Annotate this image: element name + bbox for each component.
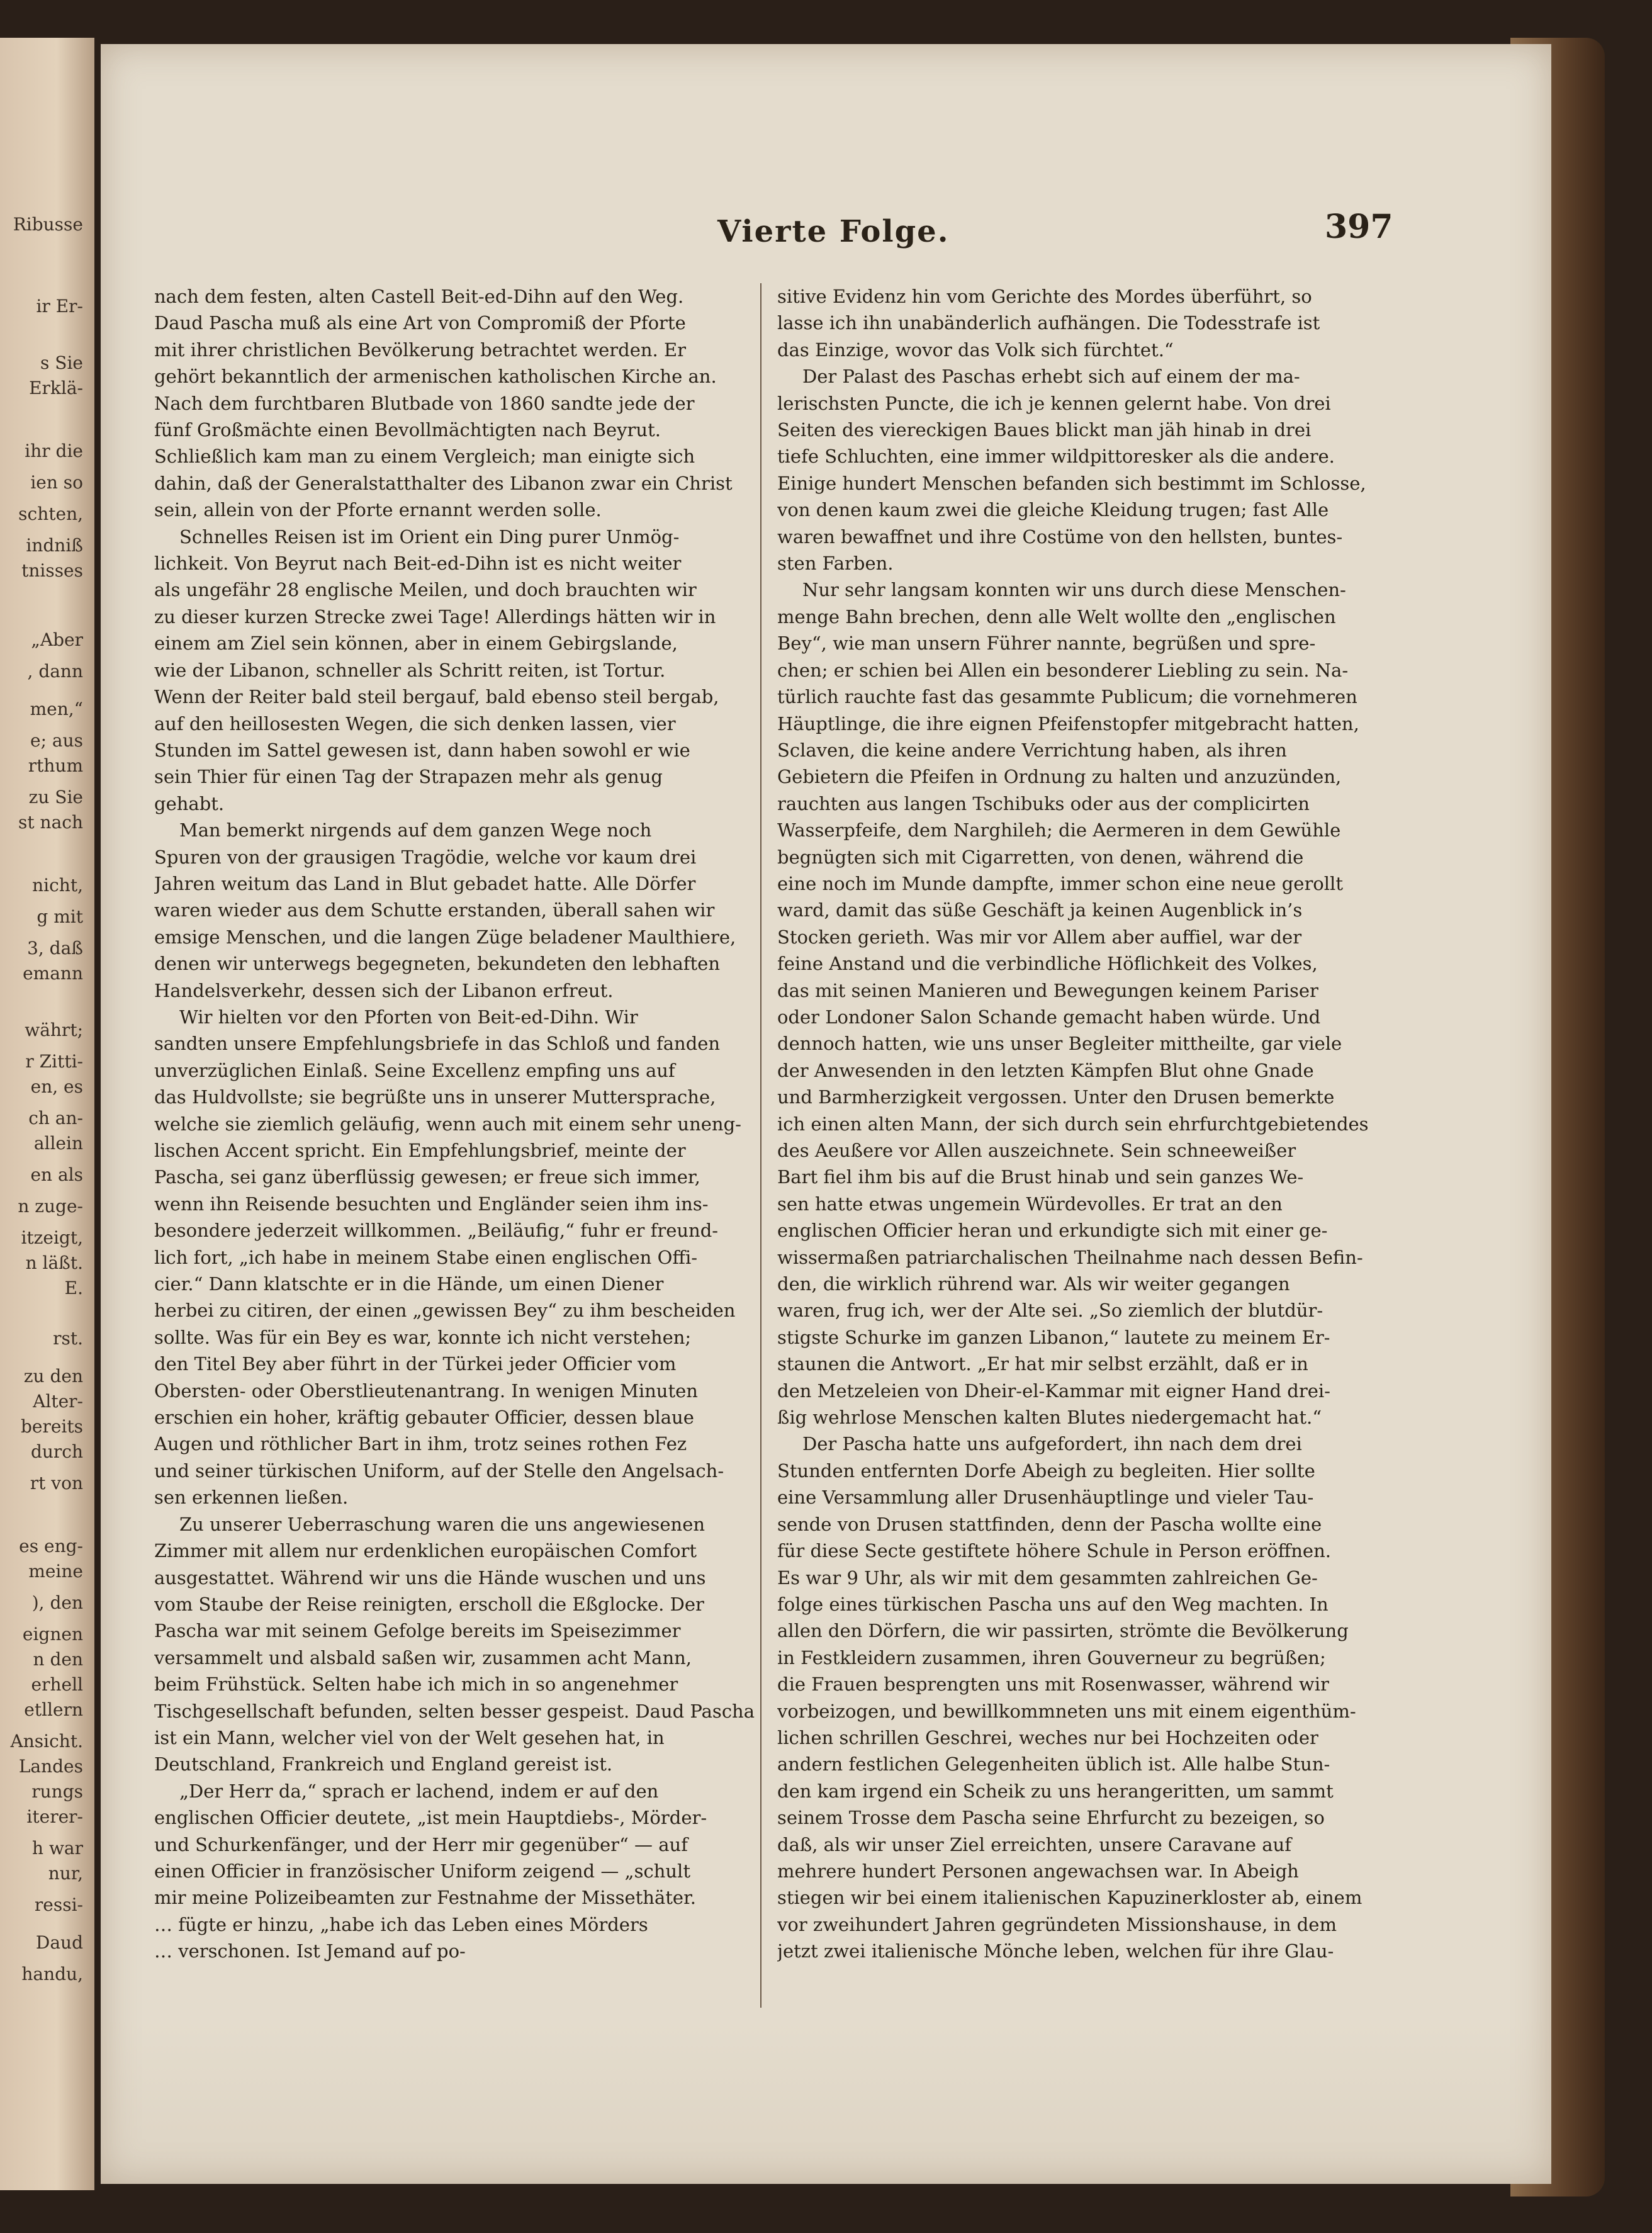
text-line: des Aeußere vor Allen auszeichnete. Sein schneeweißer [777, 1140, 1296, 1161]
text-line: mit ihrer christlichen Bevölkerung betrachtet werden. Er [154, 339, 687, 361]
text-line: das Einzige, wovor das Volk sich fürchtet.“ [777, 339, 1174, 361]
text-line: feine Anstand und die verbindliche Höflichkeit des Volkes, [777, 953, 1318, 975]
text-line: Der Pascha hatte uns aufgefordert, ihn nach dem drei [802, 1433, 1302, 1455]
text-line: Wasserpfeife, dem Narghileh; die Aermeren in dem Gewühle [777, 819, 1341, 841]
facing-page-text: Alter- [33, 1391, 83, 1412]
facing-page-text: tnisses [21, 560, 83, 581]
text-line: folge eines türkischen Pascha uns auf den Weg machten. In [777, 1593, 1329, 1615]
facing-page-text: Erklä- [29, 378, 83, 398]
text-line: Einige hundert Menschen befanden sich bestimmt im Schlosse, [777, 472, 1366, 494]
text-line: den Titel Bey aber führt in der Türkei jeder Officier vom [154, 1353, 677, 1375]
text-line: und seiner türkischen Uniform, auf der Stelle den Angelsach- [154, 1460, 724, 1482]
text-line: Stunden entfernten Dorfe Abeigh zu begleiten. Hier sollte [777, 1460, 1315, 1482]
facing-page-text: nicht, [32, 875, 83, 896]
facing-page-text: rst. [53, 1328, 83, 1349]
facing-page-text: r Zitti- [25, 1051, 83, 1072]
facing-page-text: g mit [37, 906, 83, 927]
text-line: das Huldvollste; sie begrüßte uns in unserer Muttersprache, [154, 1086, 716, 1108]
text-line: vor zweihundert Jahren gegründeten Missionshause, in dem [777, 1913, 1337, 1935]
text-line: türlich rauchte fast das gesammte Publicum; die vornehmeren [777, 686, 1357, 708]
text-line: Handelsverkehr, dessen sich der Libanon erfreut. [154, 979, 614, 1001]
text-line: den kam irgend ein Scheik zu uns herangeritten, um sammt [777, 1780, 1334, 1802]
text-line: und Schurkenfänger, und der Herr mir gegenüber“ — auf [154, 1833, 688, 1855]
facing-page-text: E. [64, 1278, 83, 1298]
running-head: Vierte Folge. [717, 214, 950, 249]
text-line: beim Frühstück. Selten habe ich mich in so angenehmer [154, 1673, 678, 1696]
column-rule [760, 283, 761, 2008]
facing-page-text: „Aber [31, 629, 83, 650]
text-line: Man bemerkt nirgends auf dem ganzen Wege noch [179, 819, 652, 841]
facing-page-text: Landes [18, 1756, 83, 1777]
facing-page-text: ), den [31, 1592, 83, 1613]
text-line: auf den heillosesten Wegen, die sich denken lassen, vier [154, 712, 676, 734]
text-line: jetzt zwei italienische Mönche leben, welchen für ihre Glau- [777, 1940, 1334, 1962]
text-line: versammelt und alsbald saßen wir, zusammen acht Mann, [154, 1646, 692, 1668]
facing-page-text: ch an- [28, 1108, 83, 1128]
text-line: Seiten des viereckigen Baues blickt man jäh hinab in drei [777, 419, 1312, 441]
text-line: Nur sehr langsam konnten wir uns durch diese Menschen- [802, 579, 1346, 601]
text-line: sen erkennen ließen. [154, 1487, 349, 1509]
text-line: tiefe Schluchten, eine immer wildpittoresker als die andere. [777, 446, 1335, 468]
text-line: cier.“ Dann klatschte er in die Hände, um einen Diener [154, 1273, 664, 1295]
text-line: herbei zu citiren, der einen „gewissen Bey“ zu ihm bescheiden [154, 1300, 736, 1322]
facing-page-text: zu den [23, 1366, 83, 1386]
text-line: Zu unserer Ueberraschung waren die uns angewiesenen [179, 1513, 705, 1535]
text-line: und Barmherzigkeit vergossen. Unter den Drusen bemerkte [777, 1086, 1335, 1108]
text-line: fünf Großmächte einen Bevollmächtigten nach Beyrut. [154, 419, 661, 441]
text-line: Deutschland, Frankreich und England gereist ist. [154, 1753, 613, 1775]
text-line: Augen und röthlicher Bart in ihm, trotz seines rothen Fez [154, 1433, 687, 1455]
text-line: Wir hielten vor den Pforten von Beit-ed-Dihn. Wir [179, 1006, 638, 1028]
facing-page-text: schten, [18, 503, 83, 524]
text-line: Pascha, sei ganz überflüssig gewesen; er freue sich immer, [154, 1166, 700, 1188]
facing-page-text: st nach [18, 812, 83, 833]
facing-page-text: allein [33, 1133, 83, 1154]
facing-page-text: en, es [30, 1076, 83, 1097]
text-line: seinem Trosse dem Pascha seine Ehrfurcht zu bezeigen, so [777, 1807, 1325, 1829]
text-line: sende von Drusen stattfinden, denn der Pascha wollte eine [777, 1513, 1322, 1535]
facing-page-text: Daud [35, 1932, 83, 1953]
facing-page-text: etllern [24, 1699, 83, 1720]
text-line: sein, allein von der Pforte ernannt werden solle. [154, 499, 602, 521]
facing-page-text: nur, [48, 1863, 83, 1884]
text-line: gehabt. [154, 792, 225, 814]
text-line: wissermaßen patriarchalischen Theilnahme nach dessen Befin- [777, 1246, 1363, 1268]
text-line: sten Farben. [777, 553, 894, 575]
page-bottom-margin [101, 2020, 1551, 2184]
text-line: Zimmer mit allem nur erdenklichen europäischen Comfort [154, 1540, 697, 1562]
text-line: dennoch hatten, wie uns unser Begleiter mittheilte, gar viele [777, 1033, 1342, 1055]
facing-page-text: ien so [30, 472, 83, 493]
facing-page-fragment [0, 38, 94, 2190]
text-line: chen; er schien bei Allen ein besonderer Liebling zu sein. Na- [777, 659, 1349, 681]
facing-page-text: Ansicht. [10, 1731, 83, 1752]
text-line: in Festkleidern zusammen, ihren Gouverneur zu begrüßen; [777, 1646, 1326, 1668]
text-line: Schließlich kam man zu einem Vergleich; man einigte sich [154, 446, 695, 468]
text-line: unverzüglichen Einlaß. Seine Excellenz empfing uns auf [154, 1059, 675, 1081]
text-line: Obersten- oder Oberstlieutenantrang. In wenigen Minuten [154, 1380, 698, 1402]
facing-page-text: Ribusse [13, 214, 83, 235]
text-line: oder Londoner Salon Schande gemacht haben würde. Und [777, 1006, 1321, 1028]
facing-page-text: itzeigt, [21, 1227, 83, 1248]
text-line: mir meine Polizeibeamten zur Festnahme der Missethäter. [154, 1887, 696, 1909]
facing-page-text: rthum [28, 755, 83, 776]
text-line: für diese Secte gestiftete höhere Schule in Person eröffnen. [777, 1540, 1331, 1562]
text-line: englischen Officier heran und erkundigte sich mit einer ge- [777, 1220, 1328, 1242]
facing-page-text: iterer- [26, 1806, 83, 1827]
text-line: waren, frug ich, wer der Alte sei. „So ziemlich der blutdür- [777, 1300, 1323, 1322]
facing-page-text: n zuge- [18, 1196, 83, 1217]
text-line: … verschonen. Ist Jemand auf po- [154, 1940, 466, 1962]
text-line: Bey“, wie man unsern Führer nannte, begrüßen und spre- [777, 633, 1316, 655]
facing-page-text: durch [30, 1441, 83, 1462]
facing-page-text: ir Er- [36, 296, 83, 317]
text-line: lichkeit. Von Beyrut nach Beit-ed-Dihn ist es nicht weiter [154, 553, 682, 575]
text-line: rauchten aus langen Tschibuks oder aus der complicirten [777, 792, 1310, 814]
text-line: ßig wehrlose Menschen kalten Blutes niedergemacht hat.“ [777, 1407, 1322, 1429]
facing-page-text: ihr die [25, 441, 83, 461]
text-line: Schnelles Reisen ist im Orient ein Ding purer Unmög- [179, 526, 680, 548]
text-line: erschien ein hoher, kräftig gebauter Officier, dessen blaue [154, 1407, 694, 1429]
text-line: Sclaven, die keine andere Verrichtung haben, als ihren [777, 739, 1287, 761]
facing-page-text: h war [32, 1838, 83, 1859]
text-line: gehört bekanntlich der armenischen katholischen Kirche an. [154, 366, 717, 388]
page-header [101, 208, 1551, 264]
text-line: Bart fiel ihm bis auf die Brust hinab und sein ganzes We- [777, 1166, 1304, 1188]
text-line: „Der Herr da,“ sprach er lachend, indem er auf den [179, 1780, 659, 1802]
text-line: ich einen alten Mann, der sich durch sein ehrfurchtgebietendes [777, 1113, 1369, 1135]
text-line: welche sie ziemlich geläufig, wenn auch mit einem sehr uneng- [154, 1113, 741, 1135]
text-line: daß, als wir unser Ziel erreichten, unsere Caravane auf [777, 1833, 1291, 1855]
text-line: Spuren von der grausigen Tragödie, welche vor kaum drei [154, 846, 697, 868]
facing-page-text: s Sie [40, 352, 83, 373]
text-line: ist ein Mann, welcher viel von der Welt gesehen hat, in [154, 1726, 665, 1748]
text-line: andern festlichen Gelegenheiten üblich ist. Alle halbe Stun- [777, 1753, 1330, 1775]
text-line: staunen die Antwort. „Er hat mir selbst erzählt, daß er in [777, 1353, 1308, 1375]
text-line: Häuptlinge, die ihre eignen Pfeifenstopfer mitgebracht hatten, [777, 712, 1359, 734]
text-line: vom Staube der Reise reinigten, erscholl die Eßglocke. Der [154, 1593, 704, 1615]
text-line: waren wieder aus dem Schutte erstanden, überall sahen wir [154, 899, 715, 921]
facing-page-text: indniß [26, 535, 83, 556]
book-page [101, 44, 1551, 2184]
text-line: Jahren weitum das Land in Blut gebadet hatte. Alle Dörfer [154, 872, 696, 894]
text-line: nach dem festen, alten Castell Beit-ed-Dihn auf den Weg. [154, 286, 684, 307]
text-line: lischen Accent spricht. Ein Empfehlungsbrief, meinte der [154, 1140, 686, 1161]
text-line: zu dieser kurzen Strecke zwei Tage! Allerdings hätten wir in [154, 605, 716, 627]
text-line: mehrere hundert Personen angewachsen war. In Abeigh [777, 1860, 1299, 1882]
facing-page-text: n läßt. [25, 1252, 83, 1273]
facing-page-text: emann [23, 963, 83, 984]
right-text-column [777, 283, 1381, 1965]
text-line: ward, damit das süße Geschäft ja keinen Augenblick in’s [777, 899, 1303, 921]
text-line: den Metzeleien von Dheir-el-Kammar mit eigner Hand drei- [777, 1380, 1330, 1402]
text-line: Es war 9 Uhr, als wir mit dem gesammten zahlreichen Ge- [777, 1566, 1318, 1589]
text-line: Stunden im Sattel gewesen ist, dann haben sowohl er wie [154, 739, 690, 761]
text-line: sandten unsere Empfehlungsbriefe in das Schloß und fanden [154, 1033, 721, 1055]
text-line: emsige Menschen, und die langen Züge beladener Maulthiere, [154, 926, 736, 948]
text-line: die Frauen besprengten uns mit Rosenwasser, während wir [777, 1673, 1329, 1696]
facing-page-text: handu, [21, 1964, 83, 1984]
text-line: einen Officier in französischer Uniform zeigend — „schult [154, 1860, 690, 1882]
left-text-column [154, 283, 758, 1965]
text-line: lasse ich ihn unabänderlich aufhängen. Die Todesstrafe ist [777, 312, 1320, 334]
text-line: lich fort, „ich habe in meinem Stabe einen englischen Offi- [154, 1246, 698, 1268]
text-line: der Anwesenden in den letzten Kämpfen Blut ohne Gnade [777, 1059, 1314, 1081]
text-line: Gebietern die Pfeifen in Ordnung zu halten und anzuzünden, [777, 766, 1342, 788]
text-line: waren bewaffnet und ihre Costüme von den hellsten, buntes- [777, 526, 1343, 548]
text-line: sein Thier für einen Tag der Strapazen mehr als genug [154, 766, 663, 788]
text-line: sen hatte etwas ungemein Würdevolles. Er trat an den [777, 1193, 1283, 1215]
text-line: stiegen wir bei einem italienischen Kapuzinerkloster ab, einem [777, 1887, 1363, 1909]
text-line: stigste Schurke im ganzen Libanon,“ lautete zu meinem Er- [777, 1326, 1330, 1348]
text-line: eine noch im Munde dampfte, immer schon eine neue gerollt [777, 872, 1343, 894]
text-line: menge Bahn brechen, denn alle Welt wollte den „englischen [777, 605, 1336, 627]
facing-page-text: en als [30, 1164, 83, 1185]
facing-page-text: es eng- [19, 1536, 83, 1556]
facing-page-text: e; aus [30, 730, 83, 751]
text-line: ausgestattet. Während wir uns die Hände wuschen und uns [154, 1566, 706, 1589]
text-line: den, die wirklich rührend war. Als wir weiter gegangen [777, 1273, 1290, 1295]
text-line: Stocken gerieth. Was mir vor Allem aber auffiel, war der [777, 926, 1302, 948]
text-line: einem am Ziel sein können, aber in einem Gebirgslande, [154, 633, 678, 655]
text-line: englischen Officier deutete, „ist mein Hauptdiebs-, Mörder- [154, 1807, 707, 1829]
facing-page-text: erhell [31, 1674, 83, 1695]
facing-page-text: zu Sie [28, 787, 83, 807]
facing-page-text: bereits [20, 1416, 83, 1437]
text-line: allen den Dörfern, die wir passirten, strömte die Bevölkerung [777, 1620, 1349, 1642]
text-line: lichen schrillen Geschrei, weches nur bei Hochzeiten oder [777, 1726, 1318, 1748]
facing-page-text: men,“ [30, 699, 83, 719]
facing-page-text: 3, daß [27, 938, 83, 959]
facing-page-text: n den [33, 1649, 83, 1670]
text-line: Pascha war mit seinem Gefolge bereits im Speisezimmer [154, 1620, 681, 1642]
page-number: 397 [1325, 208, 1393, 246]
text-line: wie der Libanon, schneller als Schritt reiten, ist Tortur. [154, 659, 666, 681]
facing-page-text: meine [28, 1561, 83, 1582]
text-line: sitive Evidenz hin vom Gerichte des Mordes überführt, so [777, 286, 1312, 307]
text-line: Wenn der Reiter bald steil bergauf, bald ebenso steil bergab, [154, 686, 719, 708]
text-line: Daud Pascha muß als eine Art von Compromiß der Pforte [154, 312, 686, 334]
text-line: eine Versammlung aller Drusenhäuptlinge und vieler Tau- [777, 1487, 1314, 1509]
facing-page-text: ressi- [34, 1894, 83, 1915]
text-line: als ungefähr 28 englische Meilen, und doch brauchten wir [154, 579, 697, 601]
facing-page-text: eignen [22, 1624, 83, 1645]
text-line: begnügten sich mit Cigarretten, von denen, während die [777, 846, 1304, 868]
facing-page-text: rt von [30, 1473, 83, 1493]
text-line: sollte. Was für ein Bey es war, konnte ich nicht verstehen; [154, 1326, 692, 1348]
text-line: … fügte er hinzu, „habe ich das Leben eines Mörders [154, 1913, 648, 1935]
text-line: Nach dem furchtbaren Blutbade von 1860 sandte jede der [154, 392, 695, 414]
text-line: wenn ihn Reisende besuchten und Engländer seien ihm ins- [154, 1193, 709, 1215]
facing-page-text: rungs [31, 1781, 83, 1802]
text-line: vorbeizogen, und bewillkommneten uns mit einem eigenthüm- [777, 1700, 1356, 1722]
text-line: Tischgesellschaft befunden, selten besser gespeist. Daud Pascha [154, 1700, 755, 1722]
facing-page-text: , dann [27, 661, 83, 682]
text-line: denen wir unterwegs begegneten, bekundeten den lebhaften [154, 953, 721, 975]
text-line: dahin, daß der Generalstatthalter des Libanon zwar ein Christ [154, 472, 733, 494]
text-line: das mit seinen Manieren und Bewegungen keinem Pariser [777, 979, 1318, 1001]
text-line: lerischsten Puncte, die ich je kennen gelernt habe. Von drei [777, 392, 1331, 414]
text-line: besondere jederzeit willkommen. „Beiläufig,“ fuhr er freund- [154, 1220, 719, 1242]
text-line: Der Palast des Paschas erhebt sich auf einem der ma- [802, 366, 1300, 388]
text-line: von denen kaum zwei die gleiche Kleidung trugen; fast Alle [777, 499, 1329, 521]
facing-page-text: währt; [25, 1020, 83, 1040]
